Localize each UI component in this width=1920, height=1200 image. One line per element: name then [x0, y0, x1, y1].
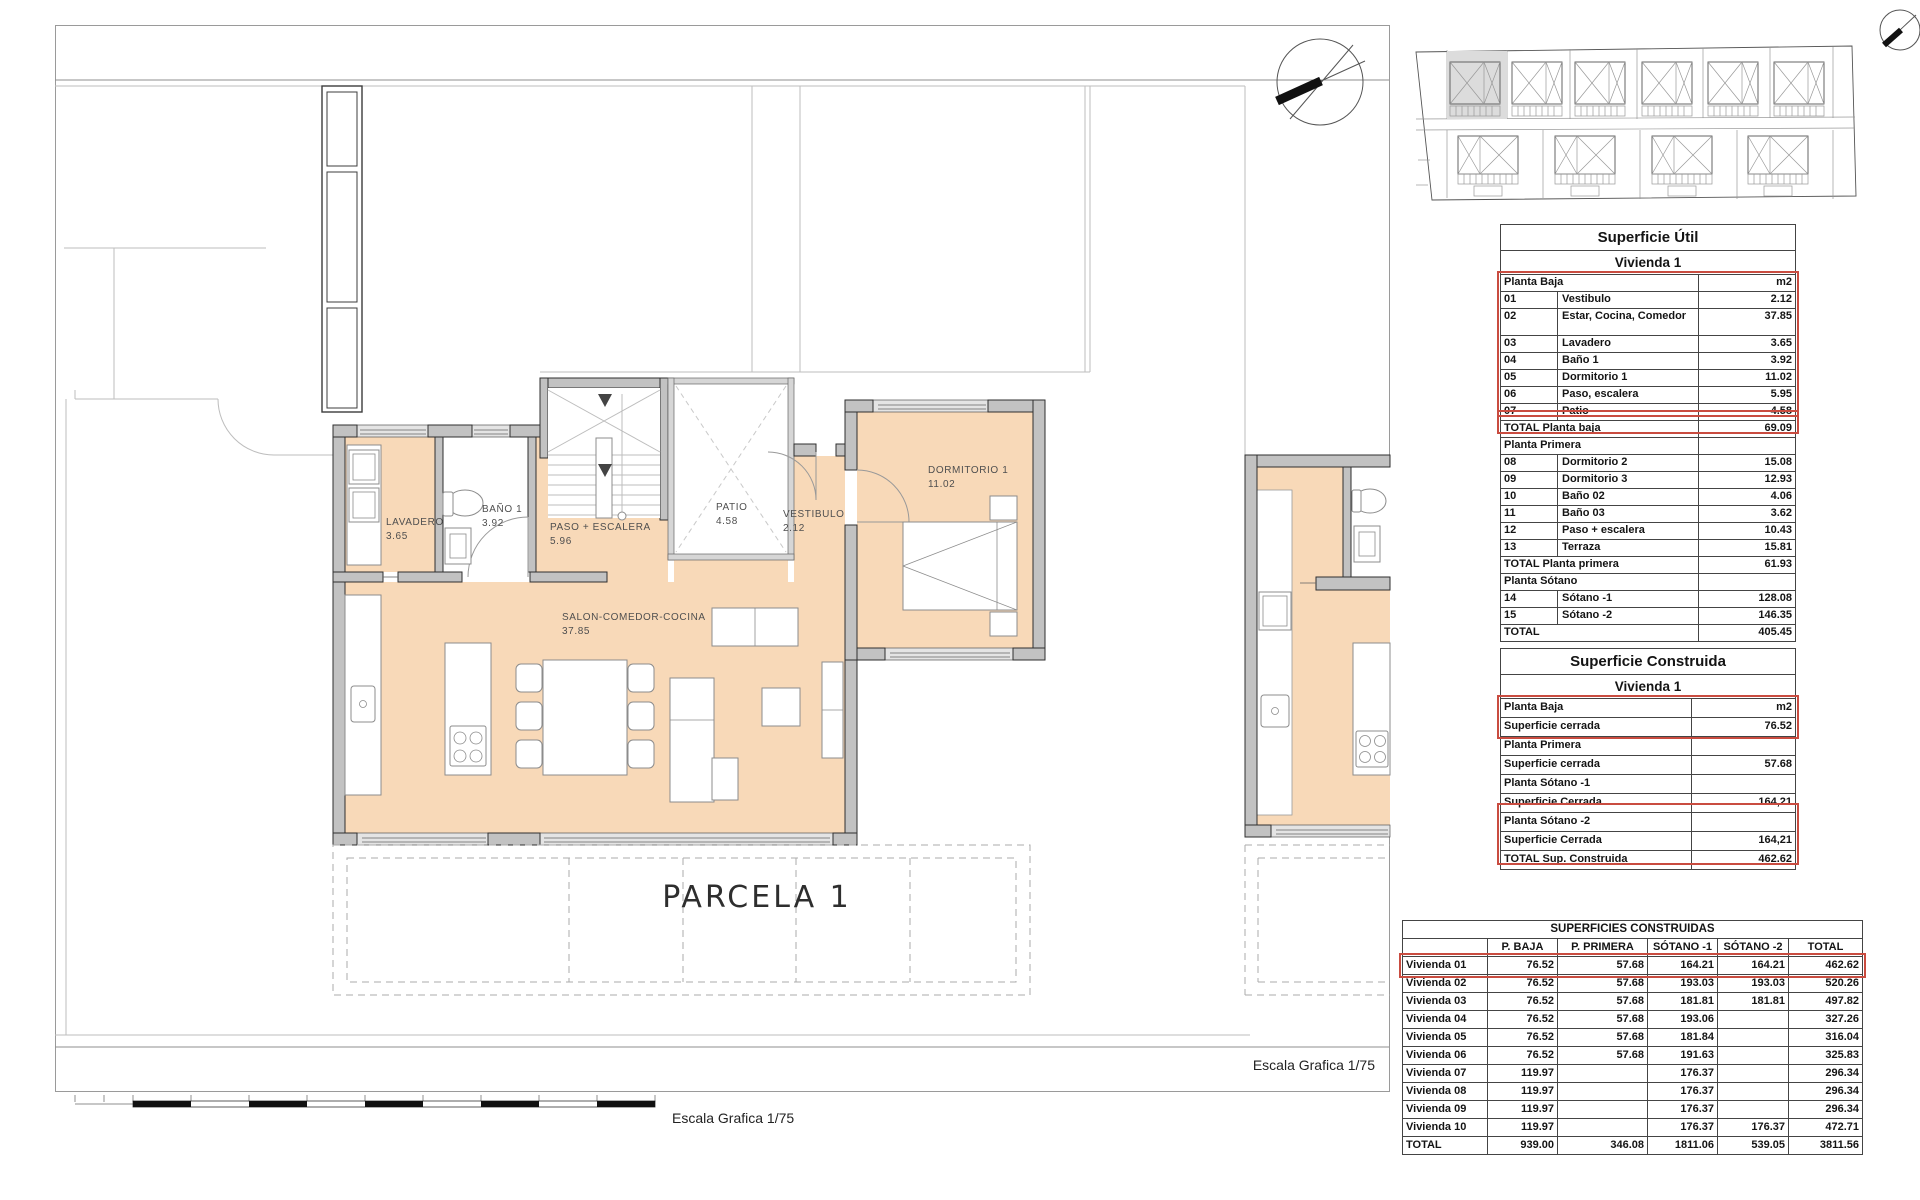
table-row: 06 Paso, escalera 5.95 [1501, 387, 1795, 404]
table-title: Superficie Útil [1501, 225, 1795, 251]
table-row: Superficie cerrada 76.52 [1501, 718, 1795, 737]
table-subtitle: Vivienda 1 [1501, 675, 1795, 699]
room-label-salon: SALON-COMEDOR-COCINA 37.85 [562, 612, 706, 637]
table-row: Superficie Cerrada 164,21 [1501, 794, 1795, 813]
terrace-pergola [333, 845, 1390, 995]
table-row: 02 Estar, Cocina, Comedor 37.85 [1501, 309, 1795, 336]
table-row: 13 Terraza 15.81 [1501, 540, 1795, 557]
table-row: Vivienda 04 76.52 57.68 193.06 327.26 [1403, 1011, 1862, 1029]
scale-label-bar: Escala Grafica 1/75 [672, 1110, 795, 1126]
table-row: Planta Baja m2 [1501, 699, 1795, 718]
table-row: TOTAL Planta baja 69.09 [1501, 421, 1795, 438]
table-row: 03 Lavadero 3.65 [1501, 336, 1795, 353]
table-row: P. BAJA P. PRIMERA SÓTANO -1 SÓTANO -2 TOTAL [1403, 939, 1862, 957]
table-row: Superficie Cerrada 164,21 [1501, 832, 1795, 851]
table-row: 09 Dormitorio 3 12.93 [1501, 472, 1795, 489]
north-arrow-icon [1277, 39, 1365, 125]
table-row: 14 Sótano -1 128.08 [1501, 591, 1795, 608]
room-label-dormitorio1: DORMITORIO 1 11.02 [928, 465, 1009, 490]
table-row: Vivienda 10 119.97 176.37 176.37 472.71 [1403, 1119, 1862, 1137]
room-label-bano1: BAÑO 1 3.92 [482, 504, 523, 529]
site-houses-bottom [1458, 136, 1808, 196]
table-row: Vivienda 05 76.52 57.68 181.84 316.04 [1403, 1029, 1862, 1047]
table-title: SUPERFICIES CONSTRUIDAS [1403, 921, 1862, 939]
site-plan-mini [1416, 10, 1920, 200]
table-row: Planta Sótano -2 [1501, 813, 1795, 832]
table-row: Superficie cerrada 57.68 [1501, 756, 1795, 775]
table-rows [1501, 275, 1795, 641]
table-row: TOTAL Planta primera 61.93 [1501, 557, 1795, 574]
table-row: TOTAL 405.45 [1501, 625, 1795, 641]
table-row: 07 Patio 4.58 [1501, 404, 1795, 421]
superficie-construida-table [1500, 648, 1796, 870]
vivienda2-partial-floorplan [1245, 455, 1390, 837]
table-rows [1501, 699, 1795, 869]
table-subtitle: Vivienda 1 [1501, 251, 1795, 275]
table-row: Planta Primera [1501, 438, 1795, 455]
table-rows [1403, 939, 1862, 1154]
table-row: Planta Sótano -1 [1501, 775, 1795, 794]
table-row: Planta Sótano [1501, 574, 1795, 591]
table-title: Superficie Construida [1501, 649, 1795, 675]
table-row: Vivienda 07 119.97 176.37 296.34 [1403, 1065, 1862, 1083]
table-row: 12 Paso + escalera 10.43 [1501, 523, 1795, 540]
table-row: TOTAL Sup. Construida 462.62 [1501, 851, 1795, 869]
room-label-paso: PASO + ESCALERA 5.96 [550, 522, 651, 547]
scale-label-frame: Escala Grafica 1/75 [1252, 1057, 1375, 1073]
table-row: Vivienda 01 76.52 57.68 164.21 164.21 462.62 [1403, 957, 1862, 975]
room-label-patio: PATIO 4.58 [716, 502, 748, 527]
parcela-title: PARCELA 1 [662, 880, 852, 915]
table-row: 04 Baño 1 3.92 [1501, 353, 1795, 370]
garden-wall [322, 86, 362, 412]
table-row: 10 Baño 02 4.06 [1501, 489, 1795, 506]
table-row: Planta Primera [1501, 737, 1795, 756]
room-label-lavadero: LAVADERO 3.65 [386, 517, 444, 542]
table-row: 01 Vestibulo 2.12 [1501, 292, 1795, 309]
superficie-util-table [1500, 224, 1796, 642]
table-row: Planta Baja m2 [1501, 275, 1795, 292]
table-row: 05 Dormitorio 1 11.02 [1501, 370, 1795, 387]
table-row: 08 Dormitorio 2 15.08 [1501, 455, 1795, 472]
table-row: TOTAL 939.00 346.08 1811.06 539.05 3811.56 [1403, 1137, 1862, 1154]
table-row: Vivienda 02 76.52 57.68 193.03 193.03 520.26 [1403, 975, 1862, 993]
room-label-vestibulo: VESTIBULO 2.12 [783, 509, 845, 534]
scale-bar [75, 1095, 655, 1107]
superficies-construidas-table [1402, 920, 1863, 1155]
table-row: 11 Baño 03 3.62 [1501, 506, 1795, 523]
table-row: Vivienda 06 76.52 57.68 191.63 325.83 [1403, 1047, 1862, 1065]
table-row: Vivienda 08 119.97 176.37 296.34 [1403, 1083, 1862, 1101]
table-row: 15 Sótano -2 146.35 [1501, 608, 1795, 625]
table-row: Vivienda 09 119.97 176.37 296.34 [1403, 1101, 1862, 1119]
north-arrow-small-icon [1880, 10, 1920, 50]
table-row: Vivienda 03 76.52 57.68 181.81 181.81 497.82 [1403, 993, 1862, 1011]
